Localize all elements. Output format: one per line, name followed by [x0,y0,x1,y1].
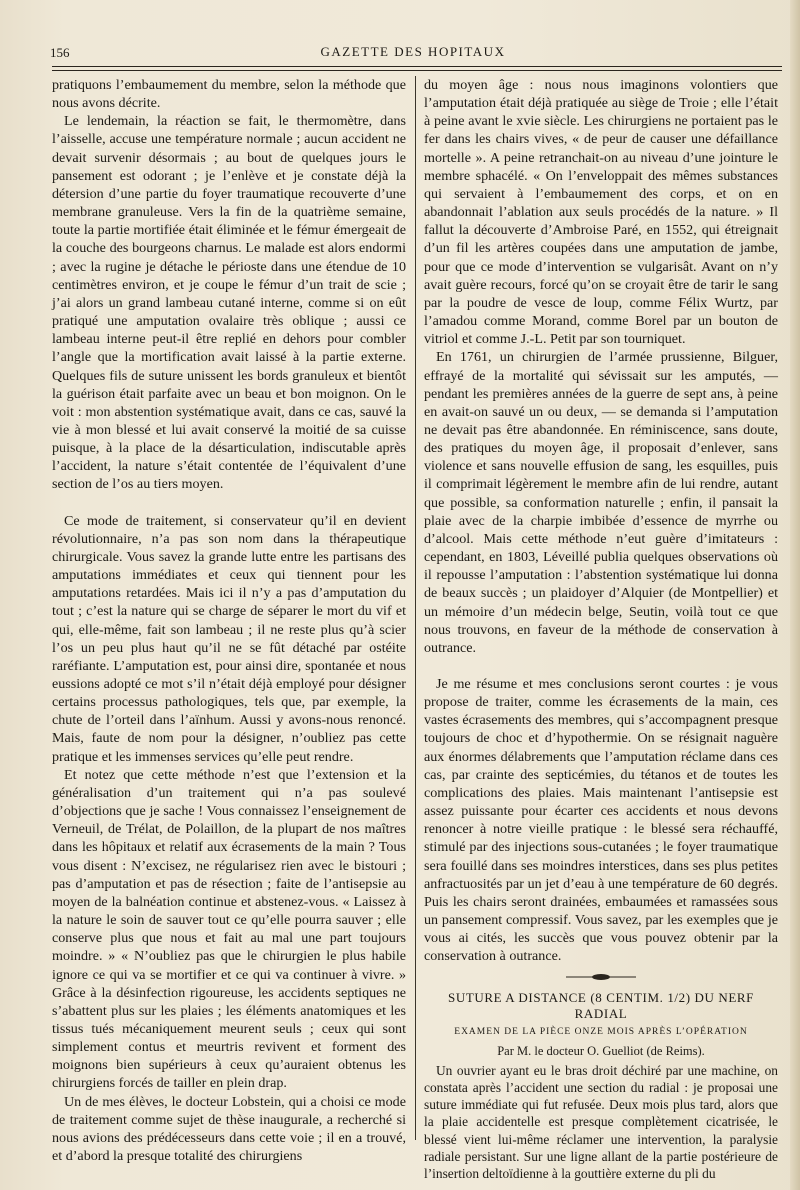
paragraph: Le lendemain, la réaction se fait, le thermomètre, dans l’aisselle, accuse une température normale ; aucun accident ne devait survenir désormais ; au bout de quelques jours le pansement est odorant ; je l’enlève et je constate déjà la détersion d’une partie du foyer traumatique recouverte d’une membrane granuleuse. Vers la fin de la quatrième semaine, toute la partie mortifiée était éliminée et le fémur émergeait de la couche des bourgeons charnus. Le malade est alors endormi ; avec la rugine je détache le périoste dans une étendue de 10 centimètres environ, et je coupe le fémur d’un trait de scie ; j’ai alors un grand lambeau cutané interne, comme si on eût pratiqué une amputation ovalaire très oblique ; aussi ce lambeau interne peut-il être replié en dehors pour combler l’angle que la mortification avait laissé à la partie externe. Quelques fils de suture unissent les bords granuleux et bientôt la guérison était parfaite avec un beau et bon moignon. On le voit : mon abstention systématique avait, dans ce cas, sauvé la vie à mon blessé et lui avait conservé la moitié de sa cuisse puisque, à la place de la désarticulation, indiscutable après l’accident, la nature s’était contentée de l’équivalent d’une section de l’os au tiers moyen. [52,113,406,493]
article-author: Par M. le docteur O. Guelliot (de Reims). [497,1043,705,1058]
article-subtitle: EXAMEN DE LA PIÈCE ONZE MOIS APRÈS L’OPÉRATION [454,1026,748,1037]
article-title: SUTURE A DISTANCE (8 CENTIM. 1/2) DU NERF RADIAL [448,989,754,1021]
right-column [424,76,778,1183]
left-column [52,76,406,1165]
section-separator [424,968,778,984]
page-number: 156 [50,45,70,60]
paragraph: Un de mes élèves, le docteur Lobstein, qui a choisi ce mode de traitement comme sujet de thèse inaugurale, a recherché si nous avions des prédécesseurs dans cette voie ; il en a trouvé, et d’abord la presque totalité des chirurgiens [52,1093,406,1165]
paragraph: Je me résume et mes conclusions seront courtes : je vous propose de traiter, comme les écrasements de la main, ces vastes écrasements des membres, qui s’accompagnent presque toujours de choc et d’hypothermie. On se résignait naguère aux énormes délabrements que l’amputation réclame dans ces cas, par crainte des septicémies, du tétanos et de toutes les complications des plaies. Mais maintenant l’antisepsie est assez puissante pour écarter ces accidents et nous devons renoncer à notre vieille pratique : le blessé sera réchauffé, stimulé par des injections sous-cutanées ; le foyer traumatique sera fouillé dans ses moindres interstices, dans ses plus petites anfractuosités par un jet d’eau à une température de 60 degrés. Puis les chairs seront drainées, embaumées et ramassées sous un pansement compressif. Vous savez, par les exemples que je vous ai cités, les succès que vous pouvez obtenir par la conservation à outrance. [424,676,778,965]
paragraph: Et notez que cette méthode n’est que l’extension et la généralisation d’un traitement qui n’a pas soulevé d’objections que je sache ! Vous connaissez l’enseignement de Verneuil, de Trélat, de Polaillon, de la plupart de nos maîtres dans les hôpitaux et relatif aux écrasements de la main ? Tous vous disent : N’excisez, ne régularisez rien avec le bistouri ; pas d’amputation et pas de résection ; faite de l’antisepsie au moyen de la balnéation continue et abstenez-vous. « Laissez à la nature le soin de sauver tout ce qu’elle pourra sauver ; elle conserve plus que nous et fait au mal une part toujours moindre. » « N’oubliez pas que le chirurgien le plus habile ignore ce qui va se mortifier et ce qui va continuer à vivre. » Grâce à la désinfection rigoureuse, les accidents septiques ne s’abattent plus sur les plaies ; les éléments anatomiques et les tissus tués mécaniquement meurent seuls ; ceux qui sont simplement contus et meurtris revivent et forment des moignons bien supérieurs à ceux qu’auraient obtenus les chirurgiens forcés de tailler en plein drap. [52,766,406,1092]
ornament-rule-icon [566,973,636,981]
header-rule-top [52,66,782,67]
running-title: GAZETTE DES HOPITAUX [320,44,506,59]
page-edge-shadow [790,0,800,1190]
paragraph: Ce mode de traitement, si conservateur qu’il en devient révolutionnaire, n’a pas son nom dans la thérapeutique chirurgicale. Vous savez la grande lutte entre les partisans des amputations immédiates et ceux qui tiennent pour les amputations retardées. Mais ici il n’y a pas d’amputation du tout ; c’est la nature qui se charge de séparer le mort du vif et qui, elle-même, fait son lambeau ; il ne reste plus qu’à scier l’os un peu plus haut qu’il ne se fût détaché par ostéite raréfiante. L’amputation est, pour ainsi dire, spontanée et nous eussions adopté ce mot s’il n’était déjà employé pour désigner certains processus pathologiques, tels que, par exemple, la chute de l’orteil dans l’aïnhum. Aussi y avons-nous renoncé. Mais, faute de nom pour la désigner, n’oubliez pas cette pratique et les immenses services qu’elle peut rendre. [52,512,406,765]
paragraph-gap [424,657,778,675]
page-header [44,42,782,62]
header-rule-bottom [52,70,782,71]
paragraph: En 1761, un chirurgien de l’armée prussienne, Bilguer, effrayé de la mortalité qui sévissait sur les amputés, — pendant les premières années de la guerre de sept ans, à peine en avait-on sauvé un ou deux, — se demanda si l’amputation ne devait pas être abandonnée. En réminiscence, sans doute, des pratiques du moyen âge, il proposait d’enlever, sans violence et sans nouvelle effusion de sang, les esquilles, puis il comprimait légèrement le membre afin de lui rendre, autant que possible, sa conformation naturelle ; enfin, il pansait la plaie avec de la charpie imbibée d’essence de myrrhe ou d’alcool. Mais cette méthode n’eut guère d’imitateurs : cependant, en 1803, Léveillé publia quelques observations où il repousse l’amputation : l’abstention systématique lui donna de beaux succès ; un plaidoyer d’Alquier (de Montpellier) et un mémoire d’un médecin belge, Seutin, voilà tout ce que nous trouvons, en faveur de la méthode de conservation à outrance. [424,349,778,656]
column-divider [415,76,416,1140]
paragraph: du moyen âge : nous nous imaginons volontiers que l’amputation était déjà pratiquée au siège de Troie ; elle l’était à peine avant le xvie siècle. Les chirurgiens ne portaient pas le fer dans les chairs vives, « de peur de causer une défaillance mortelle ». A peine retranchait-on au niveau d’une jointure le membre sphacélé. « On l’enveloppait des mêmes substances qui servaient à l’embaumement des corps, et on en abandonnait l’ablation aux seuls procédés de la nature. » Il fallut la découverte d’Ambroise Paré, en 1552, qui étreignait d’un fil les artères coupées dans une amputation de jambe, pour que ce mode d’intervention se vulgarisât. Avant on n’y avait guère recours, forcé qu’on se croyait être de tarir le sang par la poudre de vesce de loup, comme Félix Wurtz, par l’amadou comme Morand, comme Borel par un bouton de vitriol et comme J.-L. Petit par son tourniquet. [424,77,778,348]
paragraph: pratiquons l’embaumement du membre, selon la méthode que nous avons décrite. [52,77,406,112]
paragraph-gap [52,494,406,512]
article-body: Un ouvrier ayant eu le bras droit déchiré par une machine, on constata après l’accident une section du radial : je proposai une suture immédiate qui fut refusée. Deux mois plus tard, alors que la plaie accidentelle est presque complètement cicatrisée, le blessé vient lui-même réclamer une intervention, la paralysie radiale persistant. Sur une ligne allant de la partie postérieure de l’insertion deltoïdienne à la gouttière externe du pli du [424,1062,778,1182]
